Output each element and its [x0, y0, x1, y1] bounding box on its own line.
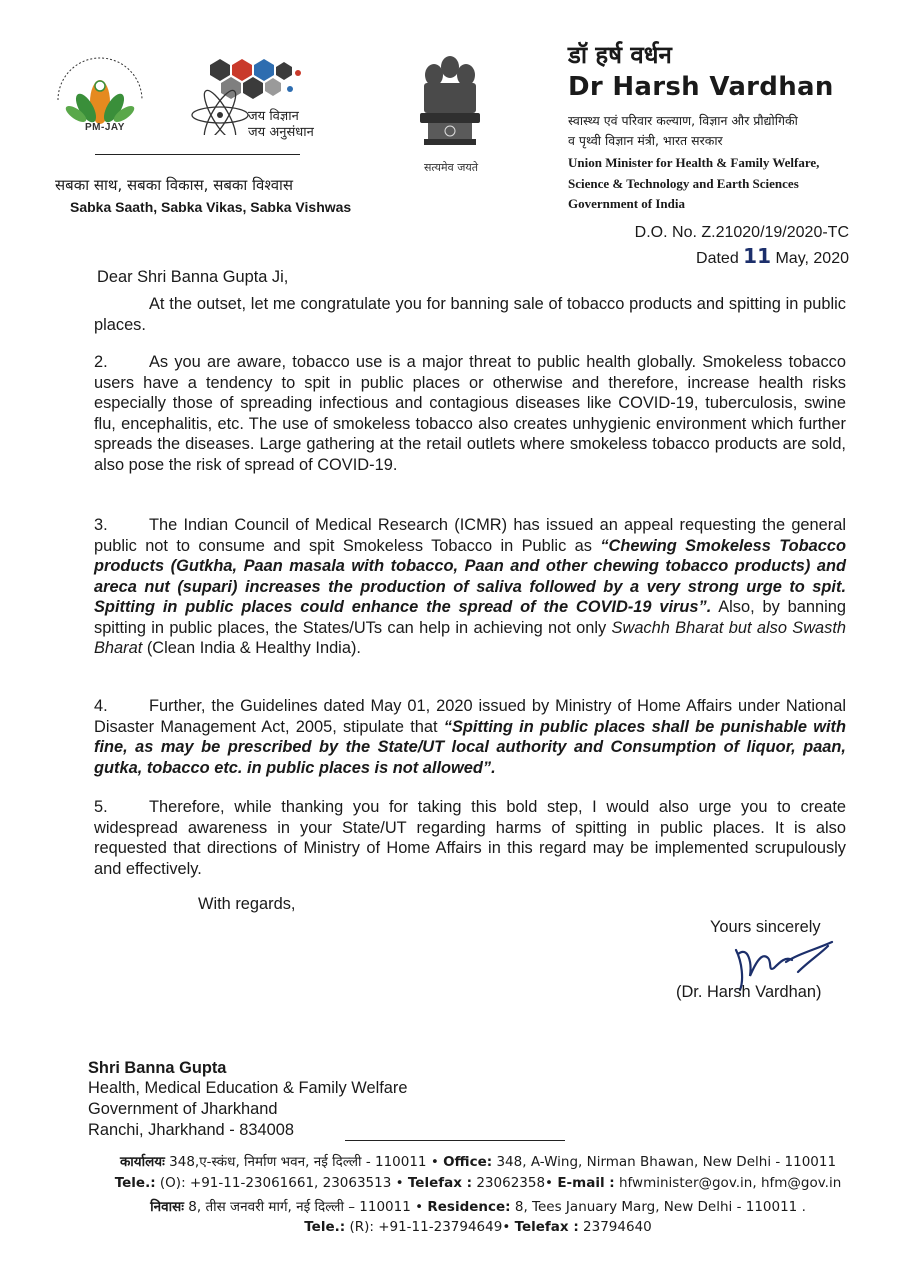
national-emblem-icon — [410, 45, 490, 155]
letter-date — [696, 244, 849, 268]
paragraph-3 — [94, 515, 846, 659]
tele-label: Tele.: — [114, 1175, 156, 1191]
pmjay-tag: PM-JAY — [85, 122, 125, 133]
minister-name-hindi: डॉ हर्ष वर्धन — [568, 41, 672, 69]
emblem-motto: सत्यमेव जयते — [424, 161, 479, 174]
residence-hindi: 8, तीस जनवरी मार्ग, नई दिल्ली – 110011 • — [188, 1199, 424, 1215]
paragraph-number: 4. — [94, 697, 108, 715]
paragraph-4-text: Further, the Guidelines dated May 01, 2020 issued by Ministry of Home Affairs under National Disaster Management Act, 2005, stipulate that — [94, 697, 846, 736]
residence-label: Residence: — [427, 1199, 511, 1215]
vigyan-slogan-line1: जय विज्ञान — [248, 109, 299, 124]
icmr-quote: “Chewing Smokeless Tobacco products (Gutkha, Paan masala with tobacco, Paan and other chewing tobacco products) and areca nut (supari) increases the production of saliva followed by a very strong urge to spit. Spitting in public places could enhance the spread of the COVID-19 virus”. — [94, 536, 846, 616]
telefax-residence-label: Telefax : — [514, 1219, 579, 1235]
paragraph-3-text-b: Also, by banning spitting in public places, the States/UTs can help in achieving not only — [94, 598, 847, 637]
paragraph-5-text: Therefore, while thanking you for taking this bold step, I would also urge you to create widespread awareness in your State/UT regarding harms of spitting in public places. It is also requested that directions of Ministry of Home Affairs in this regard may be implemented scrupulously and effectively. — [94, 798, 846, 878]
paragraph-2 — [94, 352, 846, 475]
paragraph-number: 3. — [94, 516, 108, 534]
addressee-line-2: Government of Jharkhand — [88, 1100, 278, 1118]
mha-guideline-quote: “Spitting in public places shall be punishable with fine, as may be prescribed by the State/UT local authority and Consumption of liquor, paan, gutka, tobacco etc. in public places is not allowed”. — [94, 717, 846, 777]
office-label: Office: — [443, 1154, 493, 1170]
salutation: Dear Shri Banna Gupta Ji, — [97, 268, 289, 286]
minister-name-english: Dr Harsh Vardhan — [568, 72, 834, 102]
tele-residence: (R): +91-11-23794649• — [349, 1219, 511, 1235]
addressee-line-1: Health, Medical Education & Family Welfare — [88, 1079, 408, 1097]
email-address: hfwminister@gov.in, hfm@gov.in — [618, 1175, 842, 1191]
paragraph-3-text-c: (Clean India & Healthy India). — [142, 639, 361, 657]
telefax-office: 23062358• — [476, 1175, 554, 1191]
paragraph-4 — [94, 696, 846, 778]
paragraph-number: 5. — [94, 798, 108, 816]
footer-contact — [0, 1175, 906, 1191]
tele-office: (O): +91-11-23061661, 23063513 • — [159, 1175, 404, 1191]
minister-title-english-2: Science & Technology and Earth Sciences — [568, 176, 799, 191]
minister-title-english-1: Union Minister for Health & Family Welfare, — [568, 155, 820, 170]
signer-name: (Dr. Harsh Vardhan) — [676, 983, 822, 1001]
telefax-residence: 23794640 — [583, 1219, 652, 1235]
paragraph-3-text-a: The Indian Council of Medical Research (ICMR) has issued an appeal requesting the general public not to consume and spit Smokeless Tobacco in Public as — [94, 516, 846, 555]
with-regards: With regards, — [198, 895, 296, 913]
footer-divider — [345, 1140, 565, 1141]
addressee-name: Shri Banna Gupta — [88, 1059, 227, 1077]
office-hindi: 348,ए-स्कंध, निर्माण भवन, नई दिल्ली - 110011 • — [169, 1154, 439, 1170]
paragraph-number: 2. — [94, 353, 108, 371]
footer-office — [0, 1152, 906, 1170]
minister-title-english-3: Government of India — [568, 196, 685, 211]
yours-sincerely: Yours sincerely — [710, 918, 821, 936]
slogan-english: Sabka Saath, Sabka Vikas, Sabka Vishwas — [70, 199, 352, 215]
office-hindi-label: कार्यालयः — [119, 1154, 165, 1170]
date-day-handwritten: 11 — [743, 244, 772, 268]
minister-title-hindi-2: व पृथ्वी विज्ञान मंत्री, भारत सरकार — [568, 133, 723, 148]
telefax-label: Telefax : — [407, 1175, 473, 1191]
slogan-hindi: सबका साथ, सबका विकास, सबका विश्वास — [55, 176, 294, 194]
swachh-swasth-bharat: Swachh Bharat but also Swasth Bharat — [94, 618, 847, 657]
date-prefix: Dated — [696, 250, 739, 267]
footer-residence — [0, 1197, 906, 1215]
residence-hindi-label: निवासः — [150, 1199, 184, 1215]
minister-title-hindi-1: स्वास्थ्य एवं परिवार कल्याण, विज्ञान और प्रौद्योगिकी — [568, 113, 798, 128]
paragraph-2-text: As you are aware, tobacco use is a major threat to public health globally. Smokeless tobacco users have a tendency to spit in public places or otherwise and therefore, increase health risks especially those of spreading infectious and contagious diseases like COVID-19, tuberculosis, swine flu, encephalitis, etc. The use of smokeless tobacco also creates unhygienic environment which further spreads the diseases. Large gathering at the retail outlets where smokeless tobacco products are sold, also pose the risk of spread of COVID-19. — [94, 353, 846, 474]
do-number: D.O. No. Z.21020/19/2020-TC — [634, 224, 849, 241]
header-divider — [95, 154, 300, 155]
footer-residence-contact — [0, 1219, 906, 1235]
tele-residence-label: Tele.: — [304, 1219, 346, 1235]
paragraph-1: At the outset, let me congratulate you for banning sale of tobacco products and spitting in public places. — [94, 295, 846, 334]
residence-address: 8, Tees January Marg, New Delhi - 110011 . — [514, 1199, 806, 1215]
email-label: E-mail : — [557, 1175, 615, 1191]
office-address: 348, A-Wing, Nirman Bhawan, New Delhi - 110011 — [496, 1154, 837, 1170]
addressee-line-3: Ranchi, Jharkhand - 834008 — [88, 1121, 294, 1139]
vigyan-slogan-line2: जय अनुसंधान — [248, 125, 314, 140]
paragraph-5 — [94, 797, 846, 879]
date-suffix: May, 2020 — [775, 250, 849, 267]
